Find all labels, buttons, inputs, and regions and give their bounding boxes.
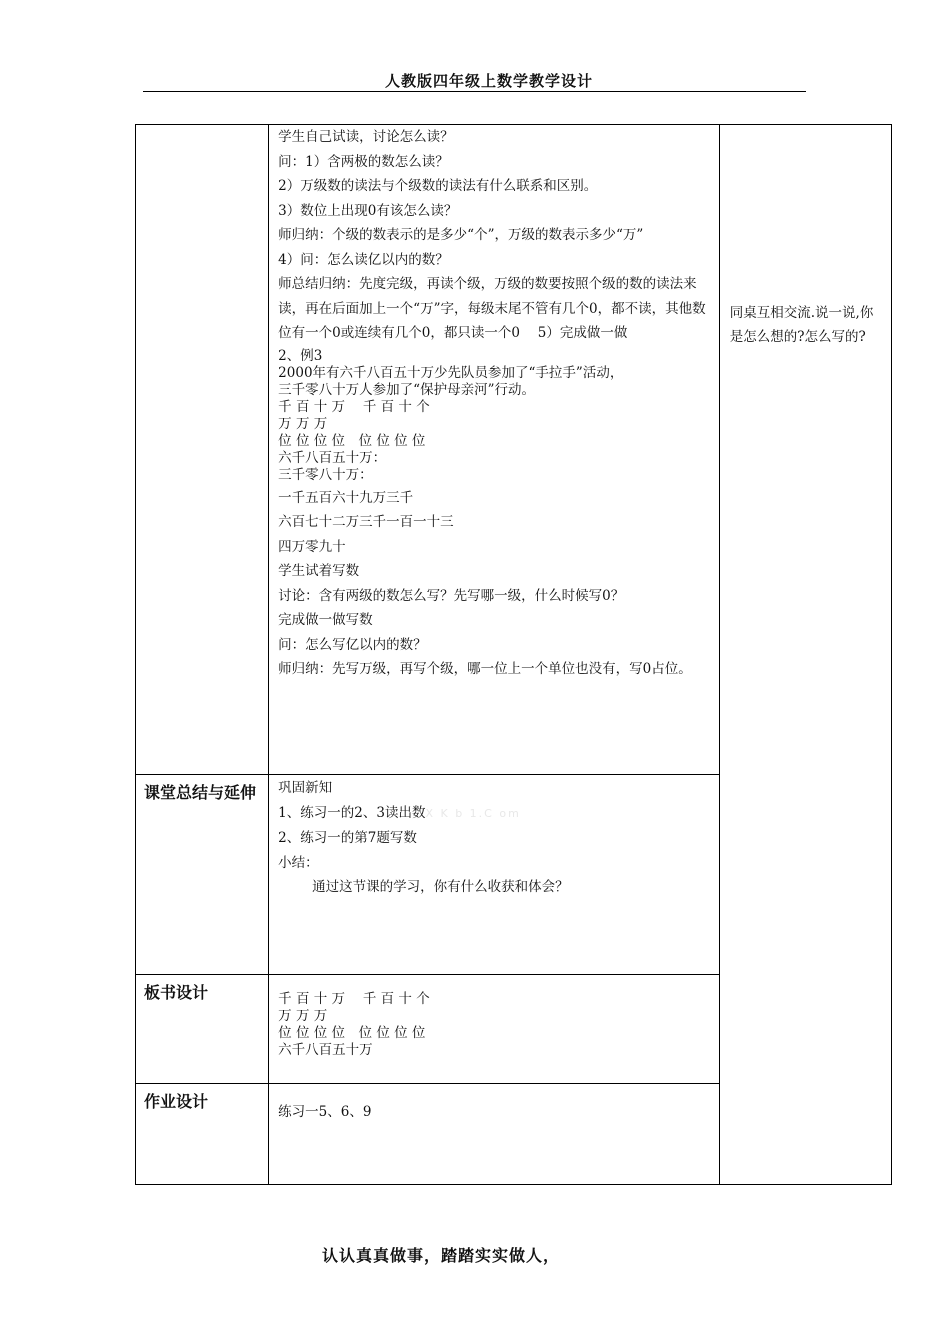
homework-label-cell	[136, 1084, 269, 1185]
process-line: 六百七十二万三千一百一十三	[278, 514, 454, 530]
process-line: 一千五百六十九万三千	[278, 489, 414, 506]
process-line: 师归纳：先写万级，再写个级，哪一位上一个单位也没有，写0占位。	[278, 661, 692, 677]
process-row	[136, 125, 892, 775]
process-line: 完成做一做写数	[278, 612, 373, 628]
process-line: 学生试着写数	[278, 563, 360, 579]
process-line: 问：1）含两极的数怎么读？	[278, 153, 449, 170]
process-line: 师归纳：个级的数表示的是多少“个”，万级的数表示多少“万”	[278, 227, 644, 243]
board-line: 万 万 万	[278, 1008, 328, 1024]
board-line: 位 位 位 位 位 位 位 位	[278, 1025, 426, 1041]
example-line: 六千八百五十万：	[278, 449, 387, 466]
side-note-cell	[719, 125, 891, 1185]
summary-reflection: 通过这节课的学习，你有什么收获和体会？	[312, 879, 569, 895]
header-title: 人教版四年级上数学教学设计	[385, 72, 594, 90]
process-line: 3）数位上出现0有该怎么读？	[278, 202, 458, 219]
board-label-cell	[136, 975, 269, 1084]
process-label-cell	[136, 125, 269, 775]
homework-content-cell	[269, 1084, 720, 1185]
board-line: 千 百 十 万 千 百 十 个	[278, 991, 430, 1007]
process-line: 4）问：怎么读亿以内的数？	[278, 251, 449, 268]
side-note: 同桌互相交流.说一说,你是怎么想的?怎么写的?	[729, 305, 874, 345]
example-line: 三千零八十万人参加了“保护母亲河”行动。	[278, 381, 535, 398]
process-line: 2）万级数的读法与个级数的读法有什么联系和区别。	[278, 178, 598, 194]
example-line: 2000年有六千八百五十万少先队员参加了“手拉手”活动，	[278, 364, 624, 381]
example-line: 千 百 十 万 千 百 十 个	[278, 398, 430, 415]
summary-line: 1、练习一的2、3读出数X K b 1.C om	[278, 804, 521, 821]
example-line: 三千零八十万：	[278, 466, 373, 483]
summary-line: 2、练习一的第7题写数	[278, 830, 417, 846]
process-line: 师总结归纳：先度完级，再读个级，万级的数要按照个级的数的读法来读，再在后面加上一个“万”字，每级末尾不管有几个0，都不读，其他数位有一个0或连续有几个0，都只读一个0 5）完成做一做	[278, 276, 706, 341]
process-content-cell	[269, 125, 720, 775]
footer-motto: 认认真真做事，踏踏实实做人，	[322, 1246, 561, 1265]
lesson-plan-table	[135, 124, 892, 1185]
homework-label: 作业设计	[144, 1092, 209, 1111]
summary-label: 课堂总结与延伸	[144, 783, 257, 802]
board-content-cell	[269, 975, 720, 1084]
process-line: 四万零九十	[278, 538, 346, 555]
process-line: 讨论：含有两级的数怎么写？先写哪一级，什么时候写0？	[278, 587, 625, 604]
summary-line: 巩固新知	[278, 780, 333, 796]
summary-label-cell	[136, 775, 269, 975]
board-line: 六千八百五十万	[278, 1042, 373, 1058]
header-rule	[143, 91, 806, 92]
board-label: 板书设计	[144, 983, 209, 1002]
process-line: 学生自己试读，讨论怎么读？	[278, 129, 454, 145]
summary-content-cell	[269, 775, 720, 975]
homework-text: 练习一5、6、9	[278, 1104, 372, 1120]
example-line: 万 万 万	[278, 415, 328, 432]
example-line: 2、例3	[278, 347, 323, 364]
process-line: 问：怎么写亿以内的数？	[278, 636, 427, 653]
watermark: X K b 1.C om	[425, 806, 521, 820]
summary-line: 小结：	[278, 854, 319, 871]
example-line: 位 位 位 位 位 位 位 位	[278, 432, 426, 449]
